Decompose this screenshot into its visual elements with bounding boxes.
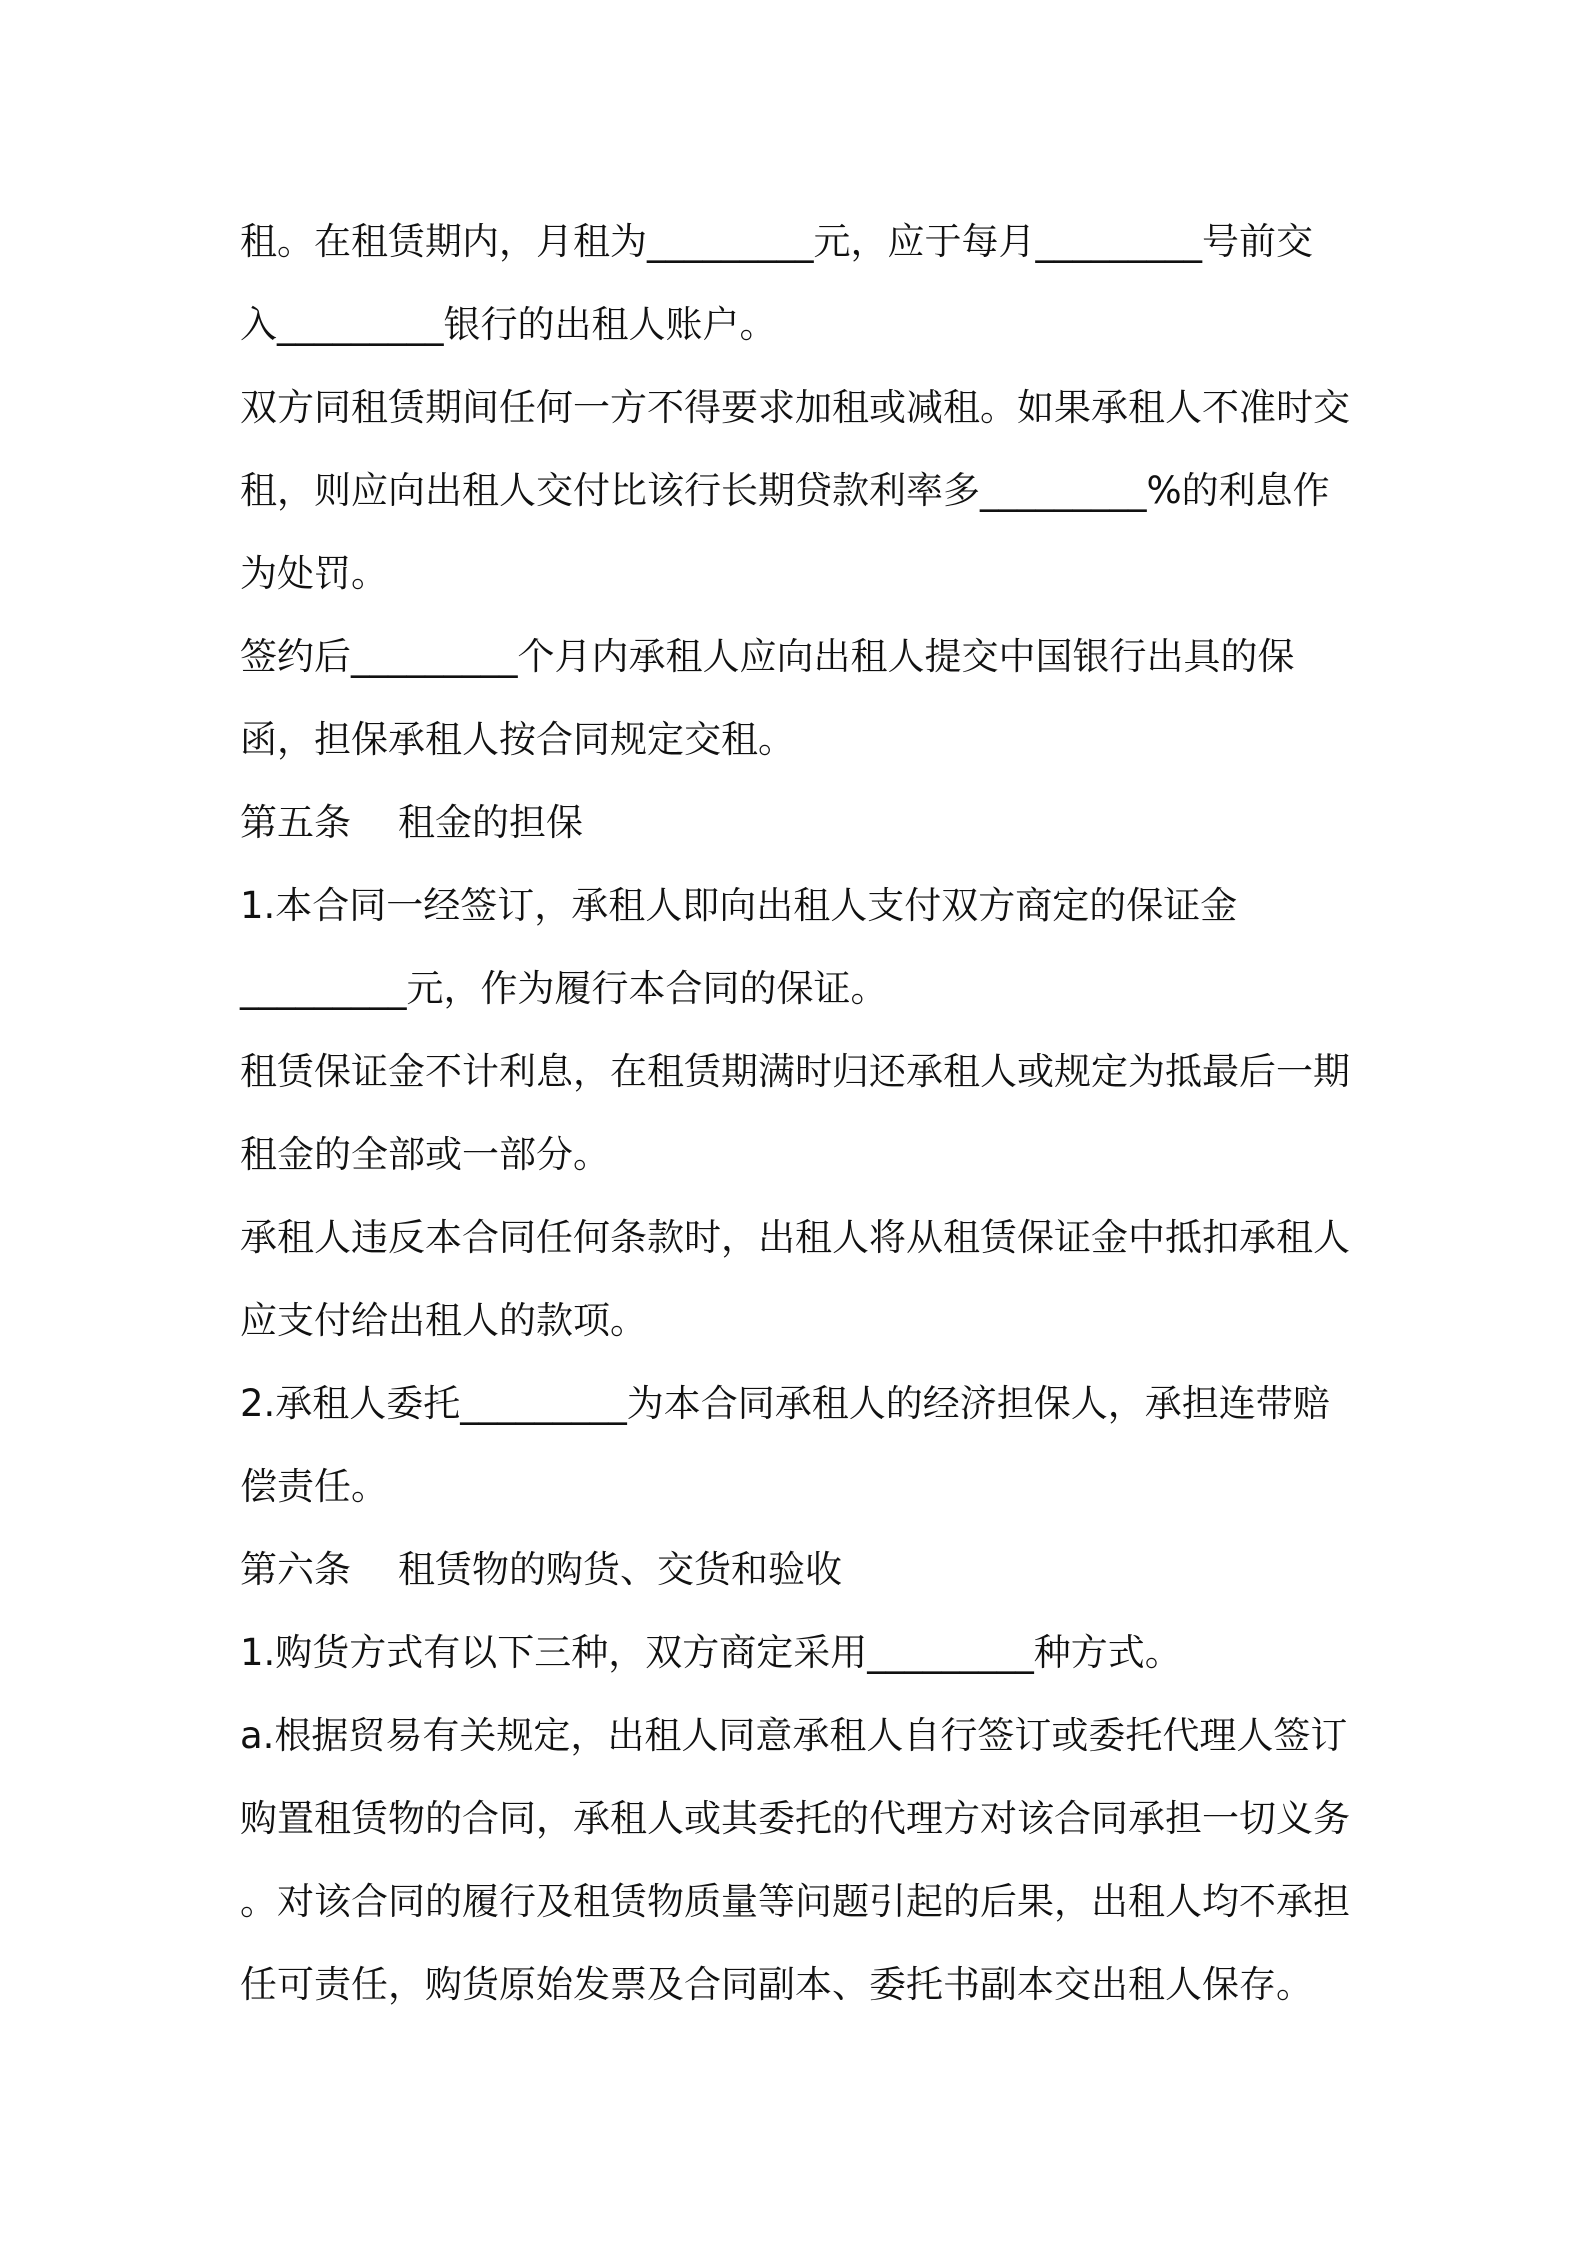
text-line: a.根据贸易有关规定，出租人同意承租人自行签订或委托代理人签订 bbox=[240, 1714, 1348, 1757]
text-line: 1.购货方式有以下三种，双方商定采用_________种方式。 bbox=[240, 1631, 1182, 1674]
text-line: 租赁保证金不计利息，在租赁期满时归还承租人或规定为抵最后一期 bbox=[240, 1050, 1350, 1093]
text-line: 1.本合同一经签订，承租人即向出租人支付双方商定的保证金 bbox=[240, 884, 1238, 927]
text-line: 应支付给出租人的款项。 bbox=[240, 1299, 647, 1342]
contract-text bbox=[240, 200, 1360, 2026]
text-line: 租金的全部或一部分。 bbox=[240, 1133, 610, 1176]
text-line: 租，则应向出租人交付比该行长期贷款利率多_________%的利息作 bbox=[240, 469, 1330, 512]
text-line: 函，担保承租人按合同规定交租。 bbox=[240, 718, 795, 761]
text-line: 偿责任。 bbox=[240, 1465, 388, 1508]
text-line: 租。在租赁期内，月租为_________元，应于每月_________号前交 bbox=[240, 220, 1313, 263]
text-line: 2.承租人委托_________为本合同承租人的经济担保人，承担连带赔 bbox=[240, 1382, 1330, 1425]
text-line: _________元，作为履行本合同的保证。 bbox=[240, 967, 888, 1010]
text-line: 任可责任，购货原始发票及合同副本、委托书副本交出租人保存。 bbox=[240, 1963, 1313, 2006]
section-heading: 第六条 租赁物的购货、交货和验收 bbox=[240, 1548, 843, 1591]
text-line: 入_________银行的出租人账户。 bbox=[240, 303, 777, 346]
text-line: 。对该合同的履行及租赁物质量等问题引起的后果，出租人均不承担 bbox=[240, 1880, 1350, 1923]
text-line: 购置租赁物的合同，承租人或其委托的代理方对该合同承担一切义务 bbox=[240, 1797, 1350, 1840]
text-line: 签约后_________个月内承租人应向出租人提交中国银行出具的保 bbox=[240, 635, 1295, 678]
section-heading: 第五条 租金的担保 bbox=[240, 801, 584, 844]
text-line: 为处罚。 bbox=[240, 552, 388, 595]
text-line: 承租人违反本合同任何条款时，出租人将从租赁保证金中抵扣承租人 bbox=[240, 1216, 1350, 1259]
text-line: 双方同租赁期间任何一方不得要求加租或减租。如果承租人不准时交 bbox=[240, 386, 1350, 429]
